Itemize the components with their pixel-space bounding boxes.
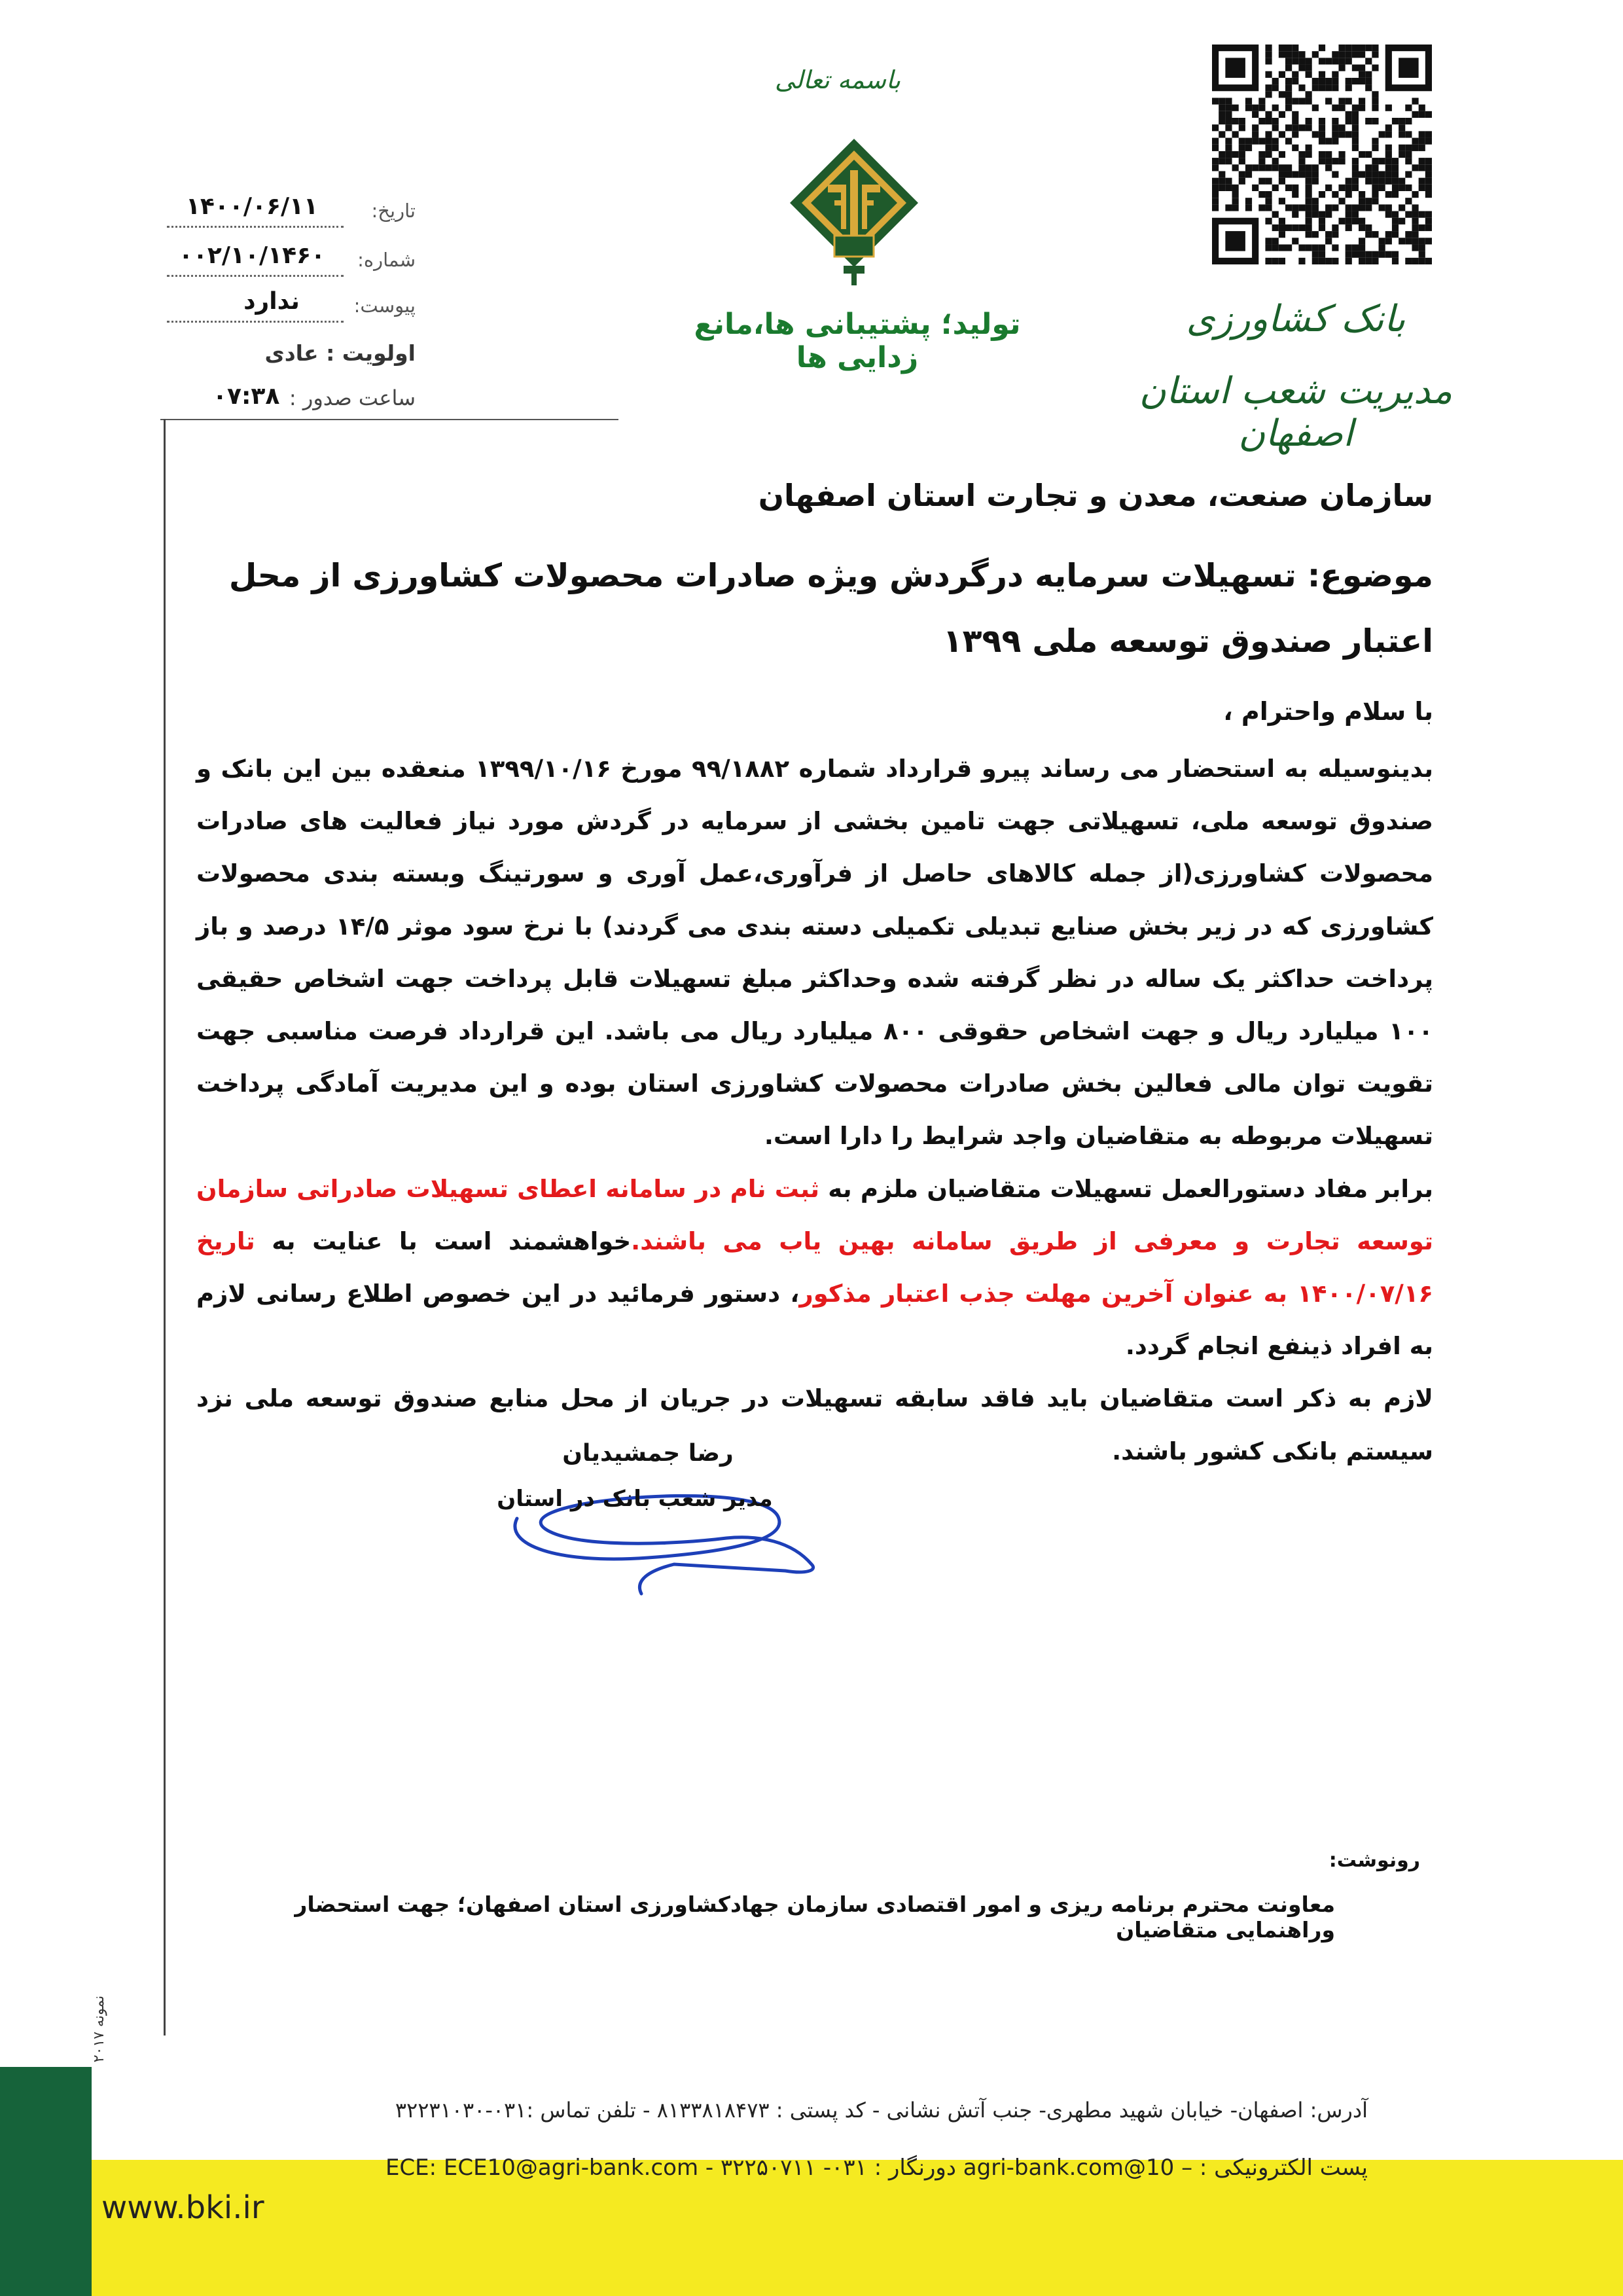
form-number bbox=[77, 1983, 130, 2075]
slogan: تولید؛ پشتیبانی ها،مانع زدایی ها bbox=[694, 308, 1021, 374]
number-value: ۰۰۲/۱۰/۱۴۶۰ bbox=[178, 242, 326, 269]
basmala: باسمه تعالی bbox=[774, 65, 901, 94]
p2-text-c: خواهشمند است با عنایت به bbox=[255, 1227, 632, 1255]
bank-branch: مدیریت شعب استان اصفهان bbox=[1139, 370, 1453, 455]
meta-date bbox=[167, 193, 416, 232]
issue-time-value: ۰۷:۳۸ bbox=[213, 383, 280, 410]
agri-bank-logo-icon bbox=[789, 137, 919, 288]
signer-title: مدیر شعب بانک در استان bbox=[497, 1486, 773, 1512]
recipient: سازمان صنعت، معدن و تجارت استان اصفهان bbox=[758, 478, 1433, 513]
priority: اولویت : عادی bbox=[264, 340, 416, 366]
date-value: ۱۴۰۰/۰۶/۱۱ bbox=[185, 193, 319, 220]
date-label: تاریخ: bbox=[371, 200, 416, 222]
website-link[interactable]: www.bki.ir bbox=[101, 2189, 264, 2226]
bank-name: بانک کشاورزی bbox=[1186, 298, 1406, 340]
body-paragraph-1: بدینوسیله به استحضار می رساند پیرو قرارداد شماره ۹۹/۱۸۸۲ مورخ ۱۳۹۹/۱۰/۱۶ منعقده بین این بانک و صندوق توسعه ملی، تسهیلاتی جهت تامین بخشی از سرمایه در گردش مورد نیاز فعالیت های صادرات محصولات کشاورزی(از جمله کالاهای حاصل از فرآوری،عمل آوری و سورتینگ وبسته بندی محصولات کشاورزی که در زیر بخش صنایع تبدیلی تکمیلی دسته بندی می گردند) با نرخ سود موثر ۱۴/۵ درصد و باز پرداخت حداکثر یک ساله در نظر گرفته شده وحداکثر مبلغ تسهیلات قابل پرداخت جهت اشخاص حقیقی ۱۰۰ میلیارد ریال و جهت اشخاص حقوقی ۸۰۰ میلیارد ریال می باشد. این قرارداد فرصت مناسبی جهت تقویت توان مالی فعالین بخش صادرات محصولات کشاورزی استان بوده و این مدیریت آمادگی پرداخت تسهیلات مربوطه به متقاضیان واجد شرایط را دارا است. bbox=[196, 755, 1433, 1151]
p2-highlight-deadline: تاریخ ۱۴۰۰/۰۷/۱۶ به عنوان آخرین مهلت جذب اعتبار مذکور bbox=[196, 1227, 1433, 1308]
p2-text-a: برابر مفاد دستورالعمل تسهیلات متقاضیان ملزم به bbox=[819, 1174, 1434, 1203]
qr-code-icon bbox=[1212, 45, 1432, 264]
footer-address: آدرس: اصفهان- خیابان شهید مطهری- جنب آتش نشانی - کد پستی : ۸۱۳۳۸۱۸۴۷۳ - تلفن تماس :۰۳۱-۳۲۲۳۱۰۳۰ bbox=[395, 2098, 1368, 2123]
signer-name: رضا جمشیدیان bbox=[562, 1440, 734, 1467]
meta-attachment bbox=[167, 288, 416, 327]
svg-text:نمونه ۲۰۱۷: نمونه ۲۰۱۷ bbox=[91, 1995, 107, 2063]
meta-number bbox=[167, 242, 416, 281]
subject: موضوع: تسهیلات سرمایه درگردش ویژه صادرات محصولات کشاورزی از محل اعتبار صندوق توسعه ملی ۱۳۹۹ bbox=[228, 557, 1433, 660]
footer-green-band bbox=[0, 2067, 92, 2296]
number-label: شماره: bbox=[357, 249, 416, 271]
greeting: با سلام واحترام ، bbox=[1223, 697, 1433, 726]
issue-time-label: ساعت صدور : bbox=[289, 386, 416, 410]
footer-contact: پست الکترونیکی : – 10@agri-bank.com دورنگار : ۰۳۱- ۳۲۲۵۰۷۱۱ - ECE: ECE10@agri-bank.com bbox=[385, 2155, 1368, 2181]
header-divider bbox=[160, 419, 618, 420]
attachment-value: ندارد bbox=[243, 288, 300, 315]
attachment-label: پیوست: bbox=[353, 295, 416, 317]
body-paragraph-3: لازم به ذکر است متقاضیان باید فاقد سابقه تسهیلات در جریان از محل منابع صندوق توسعه ملی نزد سیستم بانکی کشور باشند. bbox=[196, 1384, 1433, 1465]
cc-recipient: معاونت محترم برنامه ریزی و امور اقتصادی سازمان جهادکشاورزی استان اصفهان؛ جهت استحضار وراهنمایی متقاضیان bbox=[294, 1892, 1335, 1943]
meta-issue-time bbox=[167, 383, 416, 416]
p2-text-e: ، دستور فرمائید در این خصوص اطلاع رسانی لازم به افراد ذینفع انجام گردد. bbox=[196, 1280, 1433, 1361]
body-paragraph-2 bbox=[196, 1163, 1433, 1373]
margin-divider bbox=[164, 419, 166, 2036]
p2-highlight-registration: ثبت نام در سامانه اعطای تسهیلات صادراتی سازمان توسعه تجارت و معرفی از طریق سامانه بهین یاب می باشند. bbox=[196, 1174, 1433, 1255]
cc-label: رونوشت: bbox=[1329, 1849, 1420, 1872]
letter-body bbox=[196, 743, 1433, 1478]
